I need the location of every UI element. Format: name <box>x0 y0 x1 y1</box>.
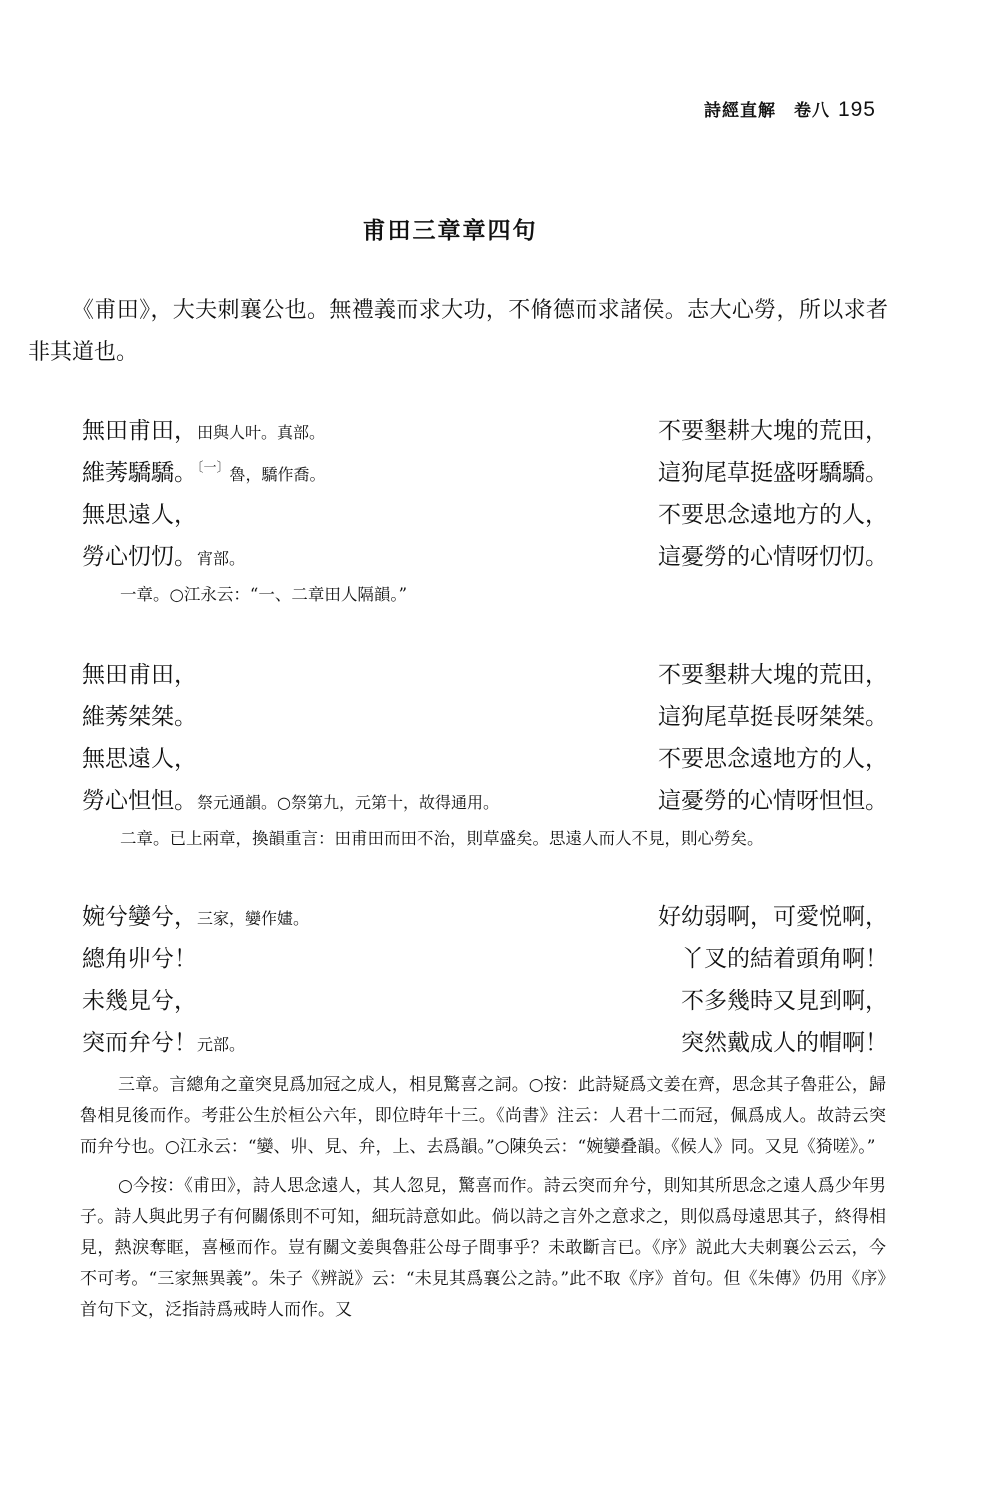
running-head <box>704 96 876 122</box>
line-text: 總角丱兮！ <box>82 946 197 972</box>
line-note: 魯，驕作喬。 <box>229 465 326 484</box>
poem-line <box>82 898 888 940</box>
line-text: 婉兮孌兮， <box>82 904 197 930</box>
line-text: 維莠桀桀。 <box>82 704 197 730</box>
commentary <box>80 1070 886 1326</box>
poem-line <box>82 740 888 782</box>
poem-line <box>82 538 888 580</box>
line-translation: 不要墾耕大塊的荒田， <box>658 662 888 688</box>
line-translation: 不要思念遠地方的人， <box>658 746 888 772</box>
line-note: 元部。 <box>197 1035 246 1054</box>
line-translation: 這狗尾草挺長呀桀桀。 <box>658 704 888 730</box>
stanza-1 <box>82 412 888 610</box>
line-translation: 不多幾時又見到啊， <box>681 988 888 1014</box>
line-translation: 突然戴成人的帽啊！ <box>681 1030 888 1056</box>
poem-line <box>82 496 888 538</box>
commentary-paragraph: 三章。言總角之童突見爲加冠之成人，相見驚喜之詞。○按：此詩疑爲文姜在齊，思念其子魯莊公，歸魯相見後而作。考莊公生於桓公六年，即位時年十三。《尚書》注云：人君十二而冠，佩爲成人。故詩云突而弁兮也。○江永云：“孌、丱、見、弁，上、去爲韻。”○陳奂云：“婉孌叠韻。《候人》同。又見《猗嗟》。” <box>80 1075 886 1157</box>
line-text: 維莠驕驕。 <box>82 460 197 486</box>
line-note: 田與人叶。真部。 <box>197 423 326 442</box>
page-number: 195 <box>837 98 876 121</box>
line-translation: 這狗尾草挺盛呀驕驕。 <box>658 460 888 486</box>
line-text: 無思遠人， <box>82 502 197 528</box>
line-text: 無田甫田， <box>82 418 197 444</box>
line-text: 勞心忉忉。 <box>82 544 197 570</box>
line-translation: 這憂勞的心情呀怛怛。 <box>658 788 888 814</box>
line-note: 祭元通韻。○祭第九，元第十，故得通用。 <box>197 793 499 812</box>
commentary-paragraph: ○今按：《甫田》，詩人思念遠人，其人忽見，驚喜而作。詩云突而弁兮，則知其所思念之遠人爲少年男子。詩人與此男子有何關係則不可知，細玩詩意如此。倘以詩之言外之意求之，則似爲母遠思其子，終得相見，熱淚奪眶，喜極而作。豈有關文姜與魯莊公母子間事乎？未敢斷言已。《序》説此大夫刺襄公云云，今不可考。“三家無異義”。朱子《辨説》云：“未見其爲襄公之詩。”此不取《序》首句。但《朱傳》仍用《序》首句下文，泛指詩爲戒時人而作。又 <box>80 1176 886 1320</box>
line-translation: 這憂勞的心情呀忉忉。 <box>658 544 888 570</box>
line-text: 勞心怛怛。 <box>82 788 197 814</box>
line-translation: 丫叉的結着頭角啊！ <box>681 946 888 972</box>
line-note: 宵部。 <box>197 549 246 568</box>
running-title: 詩經直解 卷八 <box>703 101 830 121</box>
line-text: 突而弁兮！ <box>82 1030 197 1056</box>
poem-line <box>82 940 888 982</box>
line-note: 三家，孌作嫿。 <box>197 909 310 928</box>
poem-line <box>82 454 888 496</box>
line-translation: 不要思念遠地方的人， <box>658 502 888 528</box>
stanza-2 <box>82 656 888 854</box>
line-text: 無思遠人， <box>82 746 197 772</box>
poem-line <box>82 782 888 824</box>
line-text: 未幾見兮， <box>82 988 197 1014</box>
poem-line <box>82 698 888 740</box>
poem-title: 甫田三章章四句 <box>362 218 538 244</box>
footnote-marker: 〔一〕 <box>197 460 230 476</box>
preface: 《甫田》，大夫刺襄公也。無禮義而求大功，不脩德而求諸侯。志大心勞，所以求者非其道也。 <box>28 298 888 365</box>
poem-line <box>82 982 888 1024</box>
stanza-3 <box>82 898 888 1066</box>
poem-line <box>82 656 888 698</box>
line-translation: 不要墾耕大塊的荒田， <box>658 418 888 444</box>
poem-line <box>82 1024 888 1066</box>
poem-line <box>82 412 888 454</box>
stanza-note: 一章。○江永云：“一、二章田人隔韻。” <box>120 585 408 604</box>
stanza-note: 二章。已上兩章，換韻重言：田甫田而田不治，則草盛矣。思遠人而人不見，則心勞矣。 <box>120 829 764 848</box>
line-translation: 好幼弱啊，可愛悦啊， <box>658 904 888 930</box>
line-text: 無田甫田， <box>82 662 197 688</box>
